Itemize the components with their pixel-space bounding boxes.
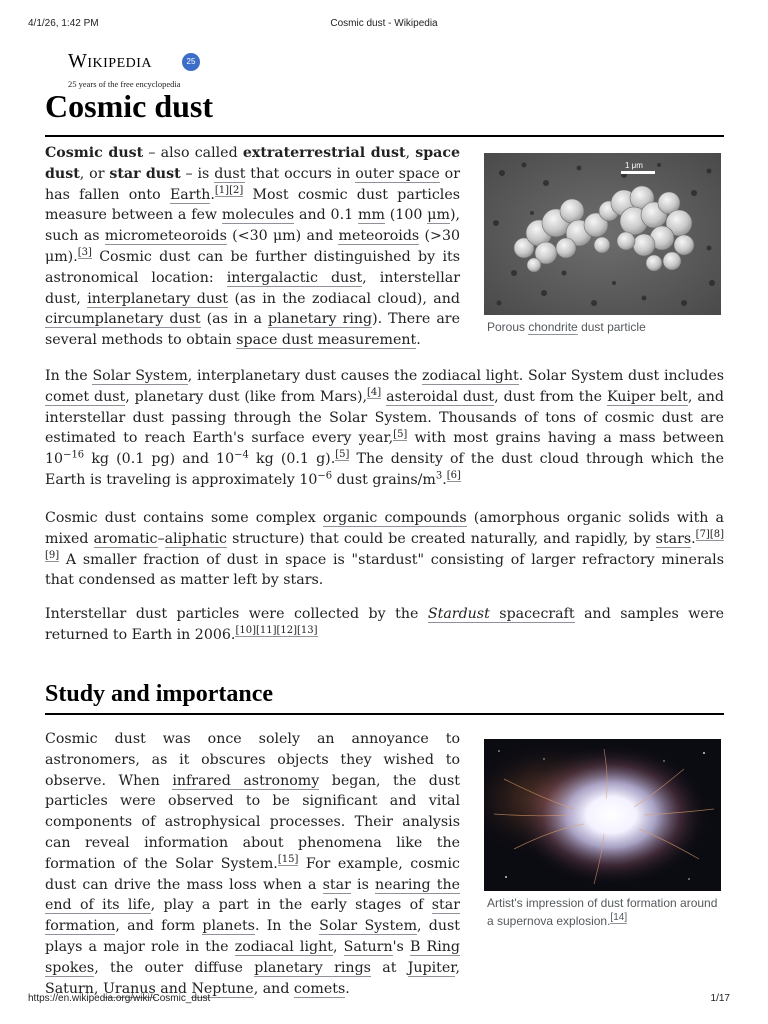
link-micrometre[interactable]: μm — [427, 207, 450, 224]
lead-paragraph: Cosmic dust – also called extraterrestrial dust, space dust, or star dust – is dust that occurs in outer space or has fallen onto Earth.[1][2] Most cosmic dust particles measure between a few molecules and 0.1 mm (100 μm), such as micrometeoroids (<30 μm) and meteoroids (>30 μm).[3] Cosmic dust can be further distinguished by its astronomical location: intergalactic dust, interstellar dust, interplanetary dust (as in the zodiacal cloud), and circumplanetary dust (as in a planetary ring). There are several methods to obtain space dust measurement. — [45, 145, 460, 349]
link-intergalactic-dust[interactable]: intergalactic dust — [226, 269, 363, 286]
link-kuiper-belt[interactable]: Kuiper belt — [606, 388, 688, 405]
link-organic-compounds[interactable]: organic compounds — [322, 510, 467, 526]
link-nearing-end-of-life[interactable]: nearing the end of its life — [45, 876, 460, 914]
term-space-dust: space dust — [45, 145, 460, 182]
term-extraterrestrial-dust: extraterrestrial dust — [242, 145, 406, 161]
link-neptune[interactable]: Neptune — [191, 980, 254, 997]
link-asteroidal-dust[interactable]: asteroidal dust — [386, 388, 495, 405]
print-header — [28, 18, 740, 32]
link-chondrite[interactable]: chondrite — [528, 320, 578, 334]
link-spokes[interactable]: spokes — [45, 959, 95, 976]
wikipedia-logo[interactable] — [68, 50, 228, 90]
chondrite-particle-image[interactable] — [484, 153, 721, 315]
link-star[interactable]: star — [322, 876, 351, 893]
figure-caption-supernova: Artist's impression of dust formation around a supernova explosion.[14] — [487, 896, 718, 928]
link-dust[interactable]: dust — [214, 165, 246, 182]
figure-supernova — [484, 739, 721, 934]
ref-5b[interactable]: [5] — [335, 449, 350, 461]
link-jupiter[interactable]: Jupiter — [407, 959, 456, 976]
link-zodiacal-light-2[interactable]: zodiacal light — [234, 938, 333, 955]
scale-bar-label: 1 μm — [625, 161, 643, 170]
chondrite-micrograph — [484, 153, 721, 315]
link-meteoroids[interactable]: meteoroids — [338, 228, 420, 245]
print-page-title: Cosmic dust - Wikipedia — [330, 18, 438, 29]
term-star-dust: star dust — [109, 165, 181, 182]
print-page-number: 1/17 — [710, 993, 730, 1004]
link-b-ring[interactable]: B Ring — [409, 938, 460, 955]
link-stardust[interactable]: Stardust spacecraft — [427, 606, 575, 622]
ref-14[interactable]: [14] — [610, 912, 628, 923]
link-stars[interactable]: stars — [655, 530, 692, 547]
ref-2[interactable]: [2] — [229, 184, 244, 196]
paragraph-stardust-mission: Interstellar dust particles were collected by the Stardust spacecraft and samples were returned to Earth in 2006.[10][11][12][13] — [45, 606, 724, 643]
paragraph-solar-system-dust: In the Solar System, interplanetary dust causes the zodiacal light. Solar System dust includes comet dust, planetary dust (like from Mars),[4] asteroidal dust, dust from the Kuiper belt, and interstellar dust passing through the Solar System. Thousands of tons of cosmic dust are estimated to reach Earth's surface every year,[5] with most grains having a mass between $10^{-16}$ kg (0.1 pg) and $10^{-4}$ kg (0.1 g).[5] The density of the dust cloud through which the Earth is traveling is approximately $10^{-6}$ dust grains/$m^3.[6]$ — [45, 368, 725, 488]
link-infrared-astronomy[interactable]: infrared astronomy — [172, 772, 320, 789]
section-heading-study-and-importance: Study and importance — [45, 681, 274, 707]
logo-wordmark: Wikipedia — [68, 50, 153, 72]
ref-9[interactable]: [9] — [45, 549, 60, 561]
ref-6[interactable]: [6] — [446, 470, 461, 482]
link-aromatic[interactable]: aromatic — [93, 530, 158, 547]
link-planets[interactable]: planets — [202, 918, 255, 935]
ref-10[interactable]: [10] — [235, 625, 256, 637]
print-footer — [28, 993, 740, 1007]
link-solar-system-2[interactable]: Solar System — [319, 918, 418, 935]
link-saturn[interactable]: Saturn — [343, 938, 393, 955]
ref-13[interactable]: [13] — [297, 625, 318, 637]
link-earth[interactable]: Earth — [169, 186, 211, 203]
figure-chondrite — [484, 153, 721, 338]
ref-15[interactable]: [15] — [277, 854, 299, 866]
ref-8[interactable]: [8] — [709, 529, 725, 541]
link-space-dust-measurement[interactable]: space dust measurement — [236, 332, 417, 349]
ref-7[interactable]: [7] — [695, 529, 710, 541]
ref-4[interactable]: [4] — [367, 387, 382, 399]
ref-1[interactable]: [1] — [214, 184, 230, 196]
page-title: Cosmic dust — [45, 88, 214, 124]
ref-11[interactable]: [11] — [255, 625, 277, 637]
title-divider — [45, 135, 724, 137]
link-interplanetary-dust[interactable]: interplanetary dust — [87, 290, 228, 307]
link-micrometeoroids[interactable]: micrometeoroids — [104, 228, 227, 245]
link-circumplanetary-dust[interactable]: circumplanetary dust — [45, 311, 201, 328]
logo-tagline: 25 years of the free encyclopedia — [68, 79, 181, 89]
link-zodiacal-light[interactable]: zodiacal light — [421, 368, 519, 384]
link-comet-dust[interactable]: comet dust — [45, 388, 126, 405]
puzzle-globe-icon: 25 — [182, 53, 200, 71]
ref-3[interactable]: [3] — [77, 247, 92, 259]
term-cosmic-dust: Cosmic dust — [45, 145, 144, 161]
supernova-illustration — [484, 739, 721, 891]
link-uranus[interactable]: Uranus — [102, 980, 156, 997]
link-outer-space[interactable]: outer space — [355, 165, 440, 182]
paragraph-organic-compounds: Cosmic dust contains some complex organic compounds (amorphous organic solids with a mixed aromatic–aliphatic structure) that could be created naturally, and rapidly, by stars.[7][8][9] A smaller fraction of dust in space is "stardust" consisting of larger refractory minerals that condensed as matter left by stars. — [45, 510, 725, 589]
link-molecules[interactable]: molecules — [221, 207, 295, 224]
link-planetary-ring[interactable]: planetary ring — [268, 311, 373, 328]
link-aliphatic[interactable]: aliphatic — [164, 530, 228, 547]
link-planetary-rings[interactable]: planetary rings — [254, 959, 371, 976]
link-mm[interactable]: mm — [357, 207, 385, 224]
section-divider — [45, 713, 724, 715]
print-datetime: 4/1/26, 1:42 PM — [28, 18, 99, 29]
supernova-image[interactable] — [484, 739, 721, 891]
ref-5[interactable]: [5] — [393, 428, 408, 440]
print-url: https://en.wikipedia.org/wiki/Cosmic_dust — [28, 993, 211, 1004]
ref-12[interactable]: [12] — [276, 625, 298, 637]
link-star-formation[interactable]: star formation — [45, 897, 460, 935]
figure-caption-chondrite: Porous chondrite dust particle — [487, 320, 646, 334]
link-comets[interactable]: comets — [293, 980, 346, 997]
paragraph-study-importance: Cosmic dust was once solely an annoyance to astronomers, as it obscures objects they wished to observe. When infrared astronomy began, the dust particles were observed to be significant and vital components of astrophysical processes. Their analysis can reveal information about phenomena like the formation of the Solar System.[15] For example, cosmic dust can drive the mass loss when a star is nearing the end of its life, play a part in the early stages of star formation, and form planets. In the Solar System, dust plays a major role in the zodiacal light, Saturn's B Ring spokes, the outer diffuse planetary rings at Jupiter, Saturn, Uranus and Neptune, and comets. — [45, 731, 460, 997]
link-solar-system[interactable]: Solar System — [92, 368, 188, 384]
